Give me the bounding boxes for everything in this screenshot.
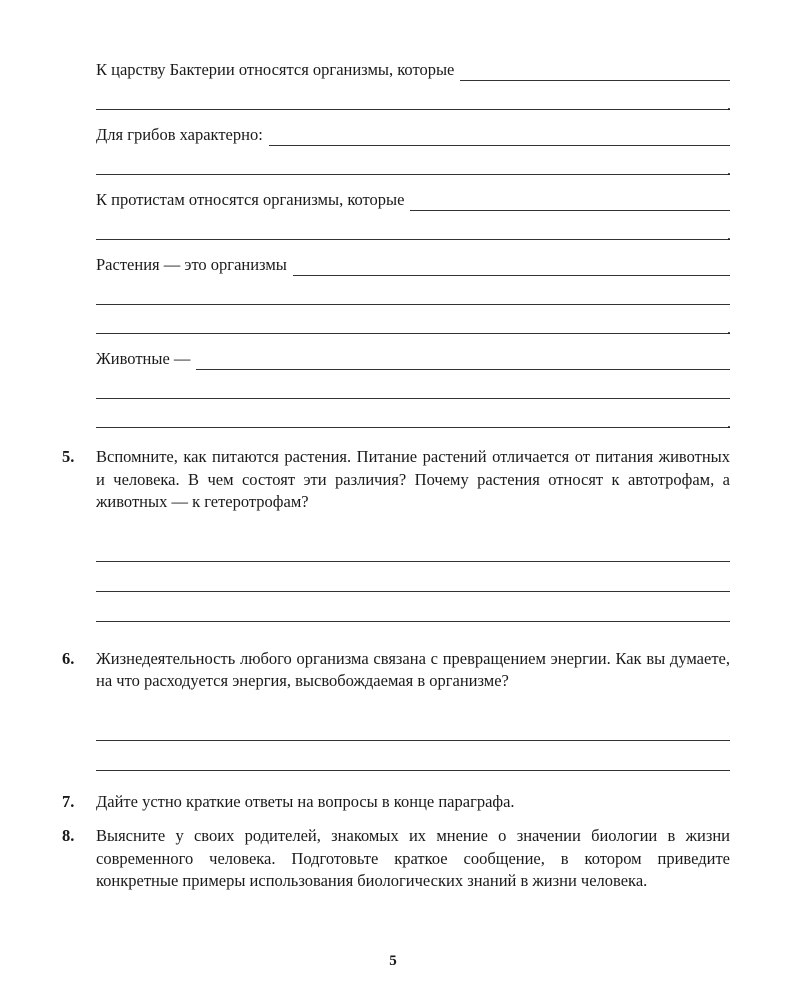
fill-in-prompt: Животные — [96, 349, 191, 368]
fill-in-row [56, 211, 730, 240]
fill-in-row [56, 247, 730, 276]
fill-in-item [56, 247, 730, 334]
task-body [96, 791, 730, 814]
answer-blank[interactable] [410, 191, 730, 211]
answer-blank[interactable] [96, 155, 730, 175]
fill-in-row [56, 341, 730, 370]
task-item [56, 825, 730, 893]
fill-in-row [56, 52, 730, 81]
task-text: Дайте устно краткие ответы на вопросы в конце параграфа. [96, 791, 515, 811]
task-text: Выясните у своих родителей, знакомых их мнение о значении биологии в жизни современного человека. Подготовьте краткое сообщение, в котором приведите конкретные примеры использования биологических знаний в жизни человека. [96, 826, 730, 890]
task-number: 5. [62, 447, 75, 466]
fill-in-row [56, 305, 730, 334]
answer-blank[interactable] [460, 61, 730, 81]
answer-blank[interactable] [96, 379, 730, 399]
answer-blank[interactable] [96, 220, 730, 240]
task-body [96, 446, 730, 514]
answer-blank[interactable] [96, 314, 730, 334]
task-answer-lines [56, 532, 730, 622]
fill-in-item [56, 117, 730, 175]
task-text: Жизнедеятельность любого организма связана с превращением энергии. Как вы думаете, на что расходуется энергия, высвобождаемая в организме? [96, 648, 730, 690]
answer-blank[interactable] [269, 126, 730, 146]
fill-in-item [56, 341, 730, 428]
fill-in-row [56, 81, 730, 110]
task-body [96, 825, 730, 893]
answer-blank[interactable] [96, 408, 730, 428]
answer-blank[interactable] [96, 711, 730, 741]
fill-in-prompt: Для грибов характерно: [96, 125, 263, 144]
answer-blank[interactable] [196, 350, 730, 370]
task-answer-lines [56, 711, 730, 771]
answer-blank[interactable] [96, 285, 730, 305]
fill-in-item [56, 182, 730, 240]
fill-in-item [56, 52, 730, 110]
task-item [56, 648, 730, 693]
answer-blank[interactable] [96, 90, 730, 110]
fill-in-prompt: Растения — это организмы [96, 255, 287, 274]
task-number: 8. [62, 826, 75, 845]
answer-blank[interactable] [96, 592, 730, 622]
task-number: 7. [62, 791, 75, 811]
task-number: 6. [62, 648, 75, 668]
fill-in-row [56, 276, 730, 305]
page-number: 5 [389, 953, 397, 969]
spacer [56, 514, 730, 532]
fill-in-row [56, 399, 730, 428]
fill-in-row [56, 370, 730, 399]
answer-blank[interactable] [293, 256, 730, 276]
task-item [56, 446, 730, 514]
task-body [96, 648, 730, 693]
spacer [56, 693, 730, 711]
answer-blank[interactable] [96, 741, 730, 771]
task-item [56, 791, 730, 814]
fill-in-row [56, 146, 730, 175]
answer-blank[interactable] [96, 562, 730, 592]
fill-in-row [56, 182, 730, 211]
fill-in-prompt: К царству Бактерии относятся организмы, которые [96, 60, 455, 79]
fill-in-prompt: К протистам относятся организмы, которые [96, 190, 405, 209]
fill-in-row [56, 117, 730, 146]
answer-blank[interactable] [96, 532, 730, 562]
task-text: Вспомните, как питаются растения. Питание растений отличается от питания животных и человека. В чем состоят эти различия? Почему растения относят к автотрофам, а животных — к гетеротрофам? [96, 447, 730, 511]
